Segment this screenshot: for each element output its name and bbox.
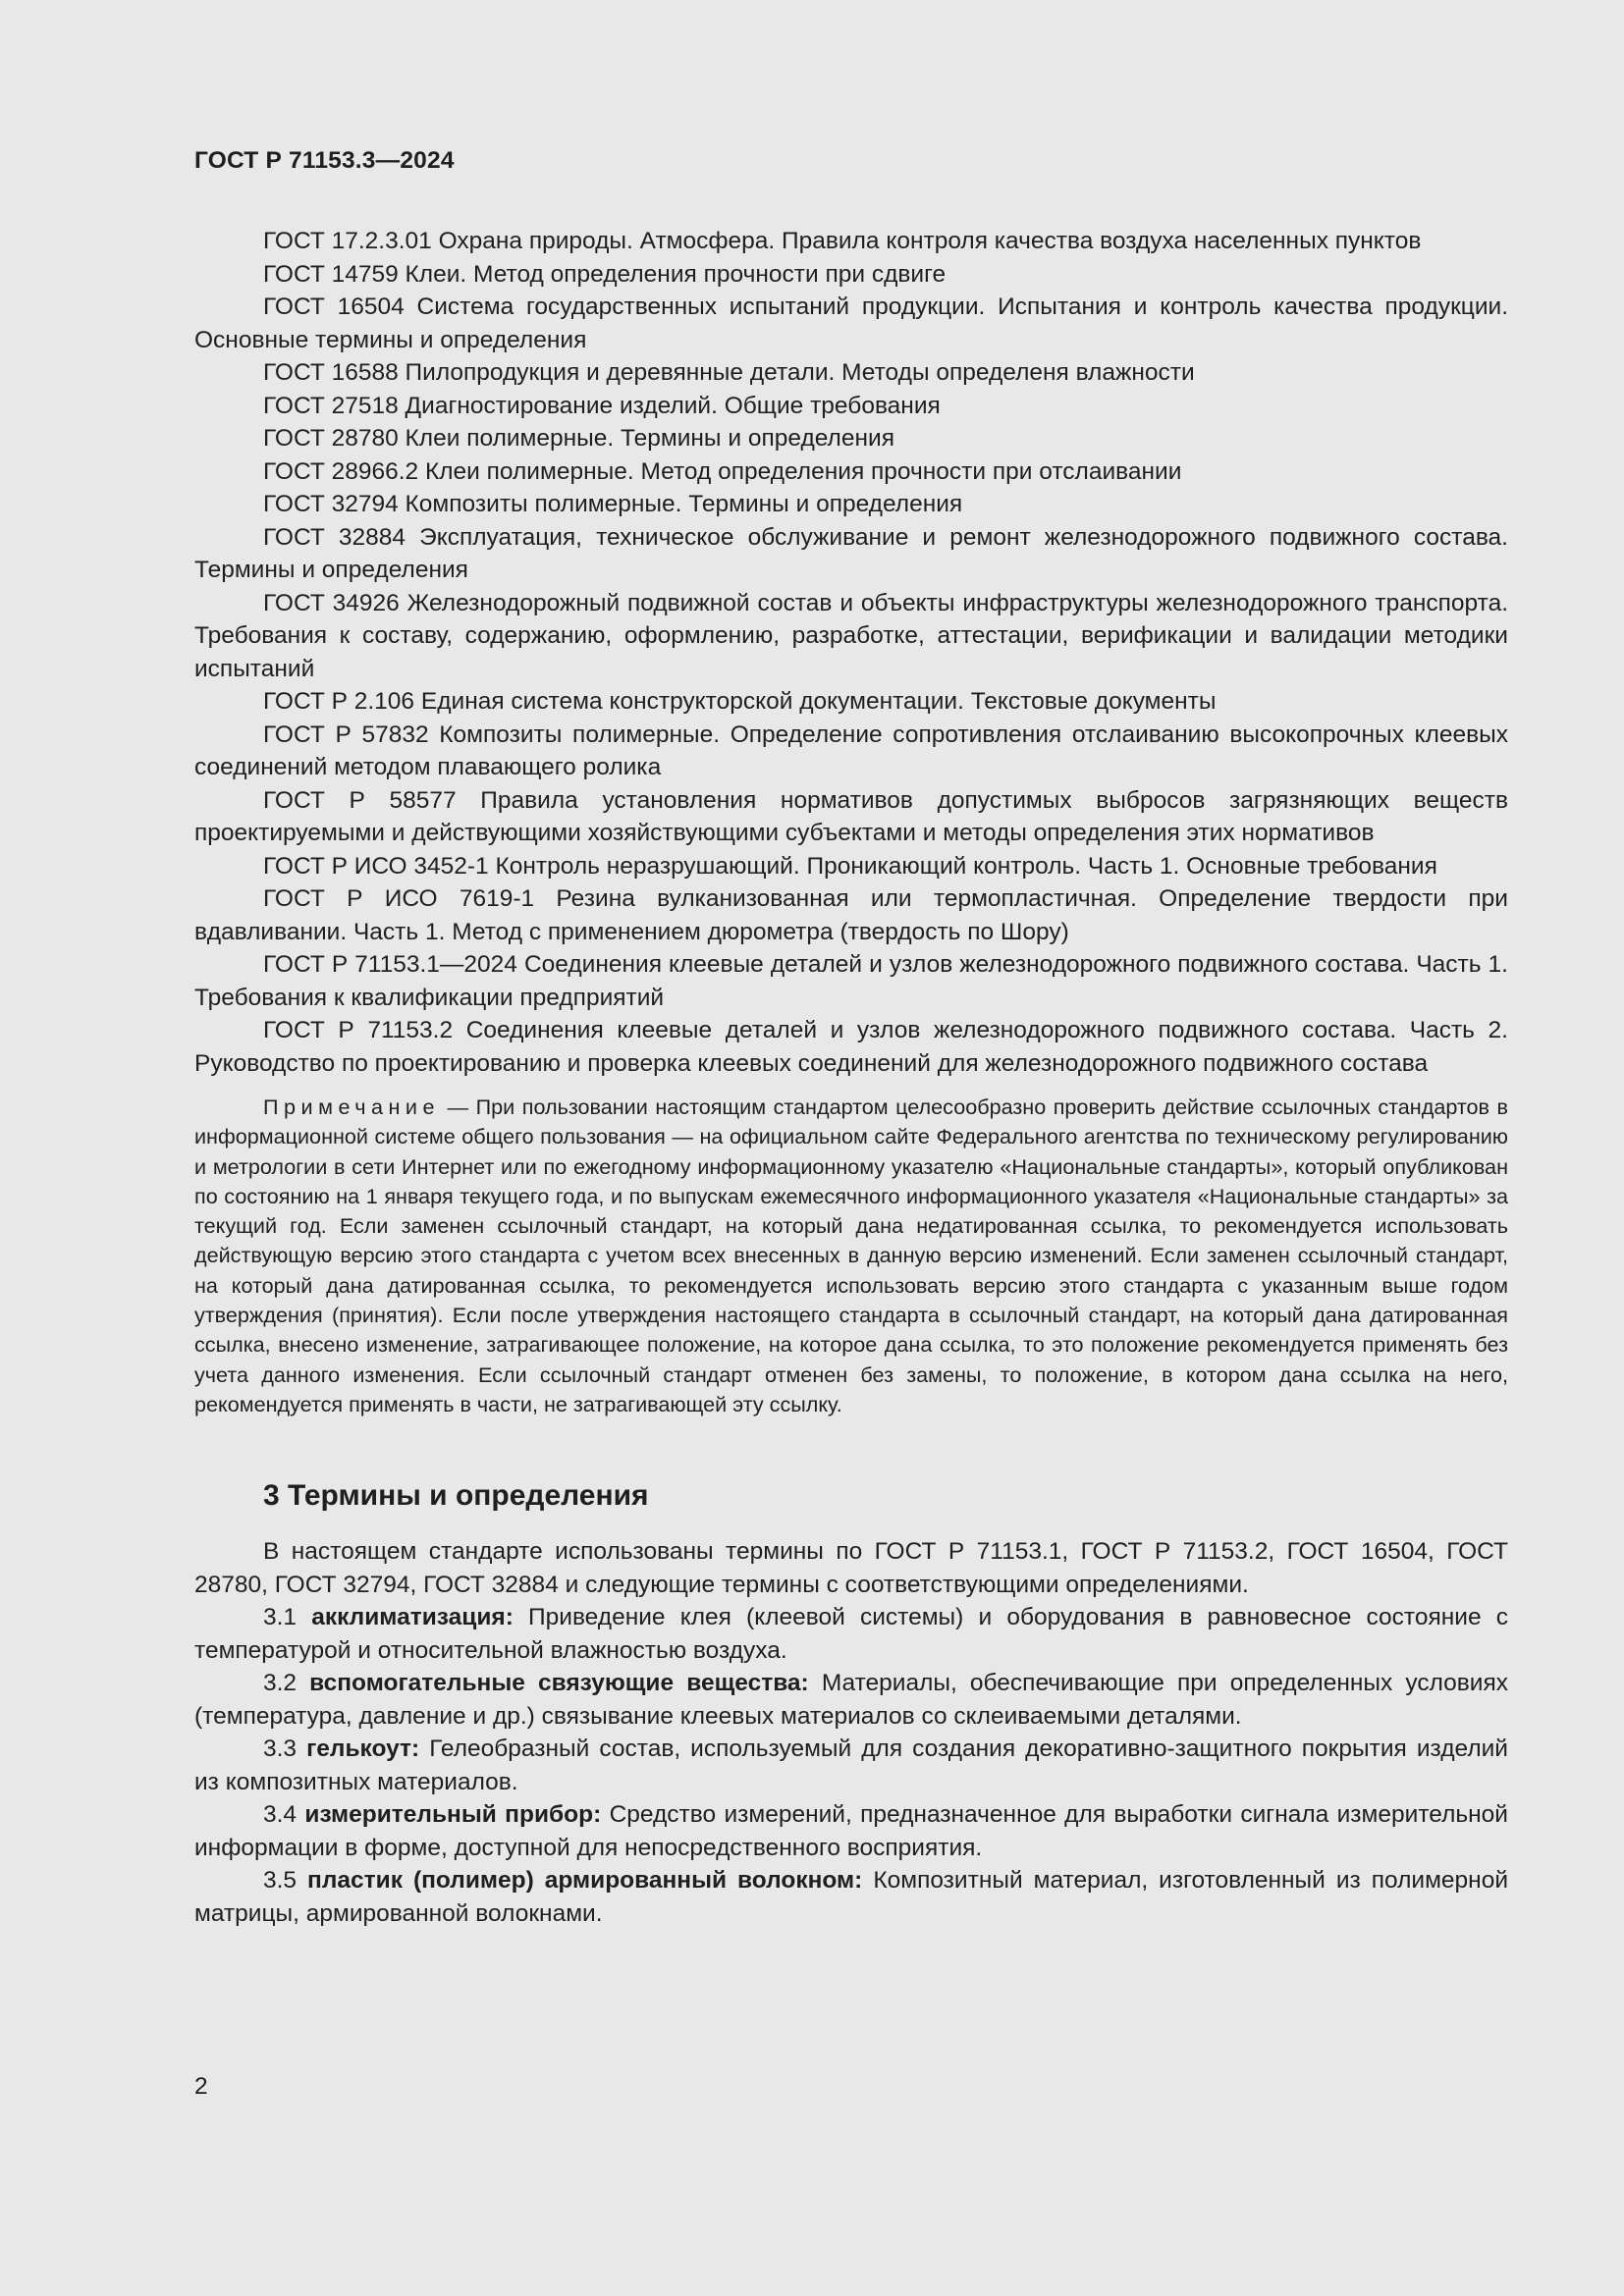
term-entry — [194, 1667, 1508, 1733]
reference-item: ГОСТ 14759 Клеи. Метод определения прочности при сдвиге — [263, 260, 947, 288]
reference-item: ГОСТ Р ИСО 7619-1 Резина вулканизованная или термопластичная. Определение твердости при вдавливании. Часть 1. Метод с применением дюрометра (твердость по Шору) — [194, 885, 1508, 945]
term-name: акклиматизация: — [311, 1604, 514, 1631]
term-definition: Средство измерений, предназначенное для выработки сигнала измерительной информации в форме, доступной для непосредственного восприятия. — [194, 1801, 1508, 1861]
term-definition: Приведение клея (клеевой системы) и оборудования в равновесное состояние с температурой и относительной влажностью воздуха. — [194, 1604, 1509, 1664]
document-header: ГОСТ Р 71153.3—2024 — [194, 147, 455, 174]
section-title: 3 Термины и определения — [263, 1479, 649, 1513]
term-definition: Гелеобразный состав, используемый для создания декоративно-защитного покрытия изделий из композитных материалов. — [194, 1735, 1508, 1795]
reference-item: ГОСТ 32884 Эксплуатация, техническое обслуживание и ремонт железнодорожного подвижного состава. Термины и определения — [194, 523, 1508, 583]
references-list — [194, 225, 1508, 1080]
reference-item: ГОСТ Р 2.106 Единая система конструкторской документации. Текстовые документы — [263, 688, 1217, 715]
term-definition: Материалы, обеспечивающие при определенных условиях (температура, давление и др.) связывание клеевых материалов со склеиваемыми деталями. — [194, 1670, 1508, 1730]
term-number: 3.4 — [263, 1801, 305, 1829]
term-number: 3.3 — [263, 1735, 307, 1763]
term-entry — [194, 1733, 1508, 1798]
reference-item: ГОСТ 17.2.3.01 Охрана природы. Атмосфера. Правила контроля качества воздуха населенных пунктов — [263, 228, 1422, 254]
page-content — [194, 225, 1508, 1930]
term-number: 3.2 — [263, 1670, 310, 1697]
term-name: пластик (полимер) армированный волокном: — [307, 1867, 863, 1895]
reference-item: ГОСТ 28966.2 Клеи полимерные. Метод определения прочности при отслаивании — [263, 457, 1182, 485]
reference-item: ГОСТ 16504 Система государственных испытаний продукции. Испытания и контроль качества продукции. Основные термины и определения — [194, 294, 1508, 353]
page-number: 2 — [194, 2073, 208, 2100]
term-entry — [194, 1864, 1508, 1930]
reference-item: ГОСТ 32794 Композиты полимерные. Термины и определения — [263, 491, 963, 517]
term-name: гелькоут: — [306, 1735, 420, 1763]
term-entry — [194, 1798, 1508, 1864]
reference-item: ГОСТ 27518 Диагностирование изделий. Общие требования — [263, 392, 941, 419]
reference-item: ГОСТ Р 71153.2 Соединения клеевые деталей и узлов железнодорожного подвижного состава. Часть 2. Руководство по проектированию и проверка клеевых соединений для железнодорожного подвижного состава — [194, 1017, 1508, 1077]
reference-item: ГОСТ 34926 Железнодорожный подвижной состав и объекты инфраструктуры железнодорожного транспорта. Требования к составу, содержанию, оформлению, разработке, аттестации, верификации и валидации методики испытаний — [194, 589, 1508, 682]
reference-item: ГОСТ Р 57832 Композиты полимерные. Определение сопротивления отслаиванию высокопрочных клеевых соединений методом плавающего ролика — [194, 721, 1508, 780]
reference-item: ГОСТ 16588 Пилопродукция и деревянные детали. Методы определеня влажности — [263, 359, 1195, 386]
term-definition: Композитный материал, изготовленный из полимерной матрицы, армированной волокнами. — [194, 1867, 1508, 1927]
term-name: вспомогательные связующие вещества: — [309, 1670, 809, 1697]
note-block — [194, 1093, 1508, 1419]
section-intro: В настоящем стандарте использованы термины по ГОСТ Р 71153.1, ГОСТ Р 71153.2, ГОСТ 16504, ГОСТ 28780, ГОСТ 32794, ГОСТ 32884 и следующие термины с соответствующими определениями. — [194, 1538, 1508, 1598]
term-name: измерительный прибор: — [304, 1801, 602, 1829]
note-text: — При пользовании настоящим стандартом целесообразно проверить действие ссылочных стандартов в информационной системе общего пользования — на официальном сайте Федерального агентства по техническому регулированию и метрологии в сети Интернет или по ежегодному информационному указателю «Национальные стандарты», который опубликован по состоянию на 1 января текущего года, и по выпускам ежемесячного информационного указателя «Национальные стандарты» за текущий год. Если заменен ссылочный стандарт, на который дана недатированная ссылка, то рекомендуется использовать действующую версию этого стандарта с учетом всех внесенных в данную версию изменений. Если заменен ссылочный стандарт, на который дана датированная ссылка, то рекомендуется использовать версию этого стандарта с указанным выше годом утверждения (принятия). Если после утверждения настоящего стандарта в ссылочный стандарт, на который дана датированная ссылка, внесено изменение, затрагивающее положение, на которое дана ссылка, то это положение рекомендуется применять без учета данного изменения. Если ссылочный стандарт отменен без замены, то положение, в котором дана ссылка на него, рекомендуется применять в части, не затрагивающей эту ссылку. — [194, 1095, 1508, 1416]
term-number: 3.1 — [263, 1604, 312, 1631]
reference-item: ГОСТ Р ИСО 3452-1 Контроль неразрушающий. Проникающий контроль. Часть 1. Основные требования — [263, 852, 1437, 880]
note-label: Примечание — [263, 1095, 440, 1119]
reference-item: ГОСТ 28780 Клеи полимерные. Термины и определения — [263, 425, 894, 452]
reference-item: ГОСТ Р 71153.1—2024 Соединения клеевые деталей и узлов железнодорожного подвижного состава. Часть 1. Требования к квалификации предприятий — [194, 951, 1508, 1011]
reference-item: ГОСТ Р 58577 Правила установления нормативов допустимых выбросов загрязняющих веществ проектируемыми и действующими хозяйствующими субъектами и методы определения этих нормативов — [194, 786, 1508, 846]
term-entry — [194, 1601, 1508, 1667]
term-number: 3.5 — [263, 1867, 308, 1895]
